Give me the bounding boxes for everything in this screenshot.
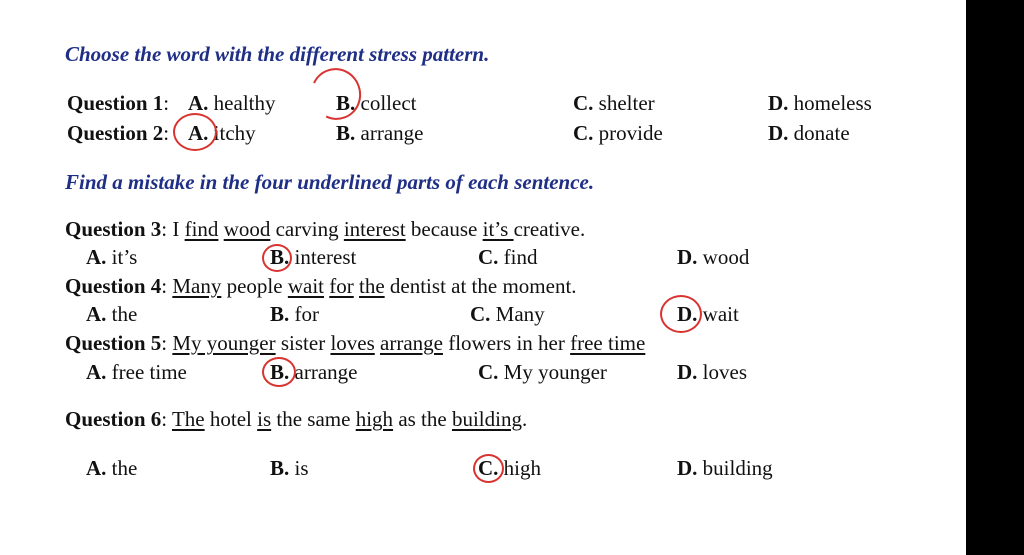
question-5: Question 5: My younger sister loves arrange flowers in her free time (65, 331, 646, 355)
q6-option-b[interactable]: B. is (270, 456, 309, 480)
section2-heading: Find a mistake in the four underlined parts of each sentence. (65, 170, 595, 194)
q2-option-d[interactable]: D. donate (768, 121, 850, 145)
question-2: Question 2: (67, 121, 170, 145)
question-1: Question 1: (67, 91, 170, 115)
q3-option-d[interactable]: D. wood (677, 245, 750, 269)
q6-option-a[interactable]: A. the (86, 456, 138, 480)
q3-option-b[interactable]: B. interest (270, 245, 357, 269)
question-6: Question 6: The hotel is the same high as the building. (65, 407, 528, 431)
q3-option-c[interactable]: C. find (478, 245, 538, 269)
question-2-label: Question 2 (67, 121, 164, 145)
section1-heading: Choose the word with the different stress pattern. (65, 42, 490, 66)
q6-option-c[interactable]: C. high (478, 456, 542, 480)
q2-option-c[interactable]: C. provide (573, 121, 663, 145)
q4-option-b[interactable]: B. for (270, 302, 320, 326)
q1-option-c[interactable]: C. shelter (573, 91, 655, 115)
q2-option-a[interactable]: A. itchy (188, 121, 256, 145)
q1-option-d[interactable]: D. homeless (768, 91, 872, 115)
right-edge-bar (966, 0, 1024, 555)
q2-option-b[interactable]: B. arrange (336, 121, 424, 145)
q4-option-c[interactable]: C. Many (470, 302, 545, 326)
question-3: Question 3: I find wood carving interest because it’s creative. (65, 217, 586, 241)
q1-option-b[interactable]: B. collect (336, 91, 417, 115)
q3-option-a[interactable]: A. it’s (86, 245, 138, 269)
question-4: Question 4: Many people wait for the dentist at the moment. (65, 274, 577, 298)
q5-option-c[interactable]: C. My younger (478, 360, 607, 384)
q6-option-d[interactable]: D. building (677, 456, 773, 480)
q1-option-a[interactable]: A. healthy (188, 91, 276, 115)
q5-option-a[interactable]: A. free time (86, 360, 187, 384)
q4-option-a[interactable]: A. the (86, 302, 138, 326)
question-1-label: Question 1 (67, 91, 164, 115)
q5-option-b[interactable]: B. arrange (270, 360, 358, 384)
q5-option-d[interactable]: D. loves (677, 360, 747, 384)
q4-option-d[interactable]: D. wait (677, 302, 739, 326)
